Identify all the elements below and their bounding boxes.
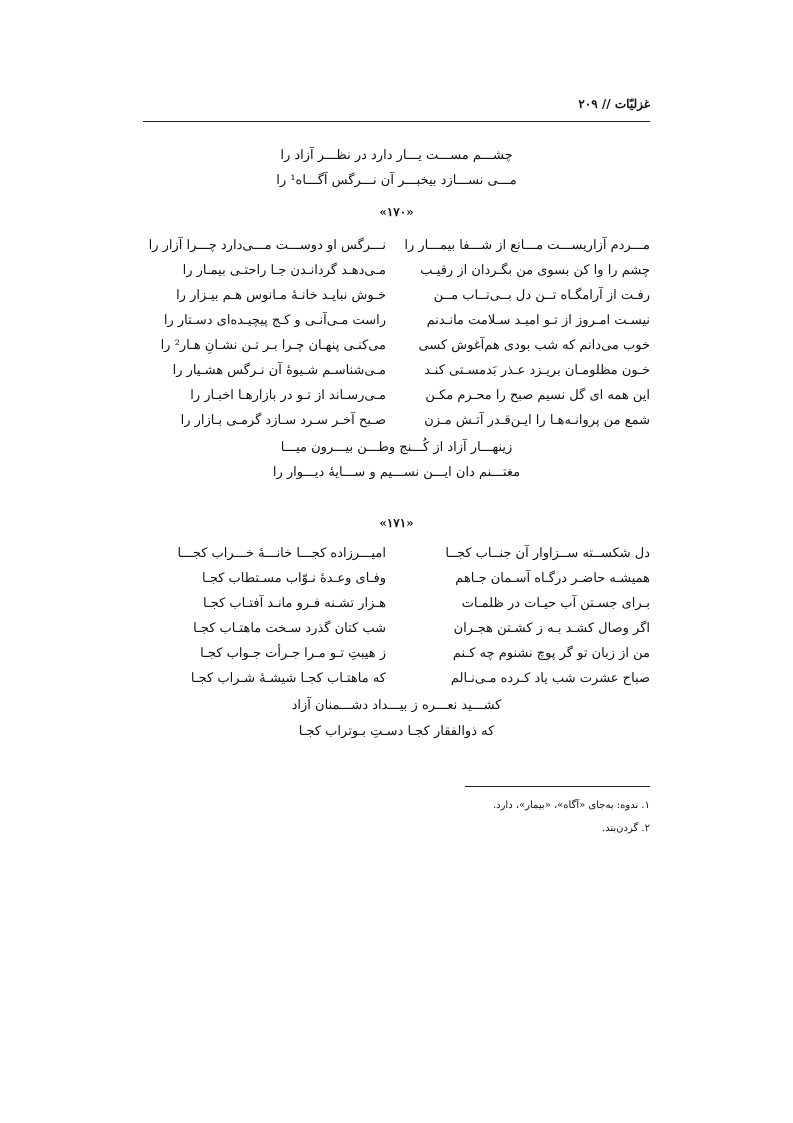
second-hemistich: شب کتان گذرد سـخت ماهتـاب کجـا <box>193 621 386 636</box>
couplet <box>143 413 650 435</box>
first-hemistich: خـون مظلومـان بریـزد عـذر بَدمسـتی کنـد <box>424 363 650 378</box>
closing-line-2: که ذوالفقار کجـا دسـتِ بـوتراب کجـا <box>298 724 495 739</box>
couplet <box>143 288 650 310</box>
second-hemistich: وفـای وعـدهٔ نـوّاب مسـتطاب کجـا <box>202 571 386 586</box>
running-header <box>143 95 650 122</box>
couplet <box>143 546 650 568</box>
first-hemistich: چشم را وا کن بسوی من بگـردان از رقیـب <box>420 263 650 278</box>
first-hemistich: خوب می‌دانم که شب بودی هم‌آغوش کسی <box>418 338 650 353</box>
first-hemistich: رفـت از آرامگـاه تــن دل بــی‌تــاب مــن <box>433 288 650 303</box>
second-hemistich: امیـــرزاده کجـــا خانـــهٔ خـــراب کجـــا <box>177 546 386 561</box>
first-hemistich: شمع من پروانـه‌هـا را ایـن‌قـدر آتـش مـزن <box>424 413 650 428</box>
first-hemistich: صباح عشرت شب یاد کـرده مـی‌نـالم <box>450 671 650 686</box>
couplet <box>143 571 650 593</box>
couplet <box>143 363 650 385</box>
second-hemistich: مـی‌شناسـم شـیوهٔ آن نـرگس هشـیار را <box>172 363 386 378</box>
second-hemistich: صـبح آخـر سـرد سـازد گرمـی بـازار را <box>180 413 386 428</box>
couplet <box>143 596 650 618</box>
couplet <box>143 338 650 360</box>
closing-line-1: کشـــید نعـــره ز بیـــداد دشـــمنان آزاد <box>291 698 502 713</box>
second-hemistich: نـــرگس او دوســـت مـــی‌دارد چـــرا آزار را <box>148 238 386 253</box>
ghazal-170 <box>143 205 650 495</box>
couplet <box>143 671 650 693</box>
couplet <box>143 263 650 285</box>
second-hemistich: می‌کنـی پنهـان چـرا بـر تـن نشـانِ هـار² را <box>160 338 386 353</box>
opening-line-1: چشـــم مســـت یـــار دارد در نظـــر آزاد را <box>280 148 513 163</box>
footnote-1: ۱. ندوه: به‌جای «آگاه»، «بیمار»، دارد. <box>492 800 650 811</box>
second-hemistich: که ماهتـاب کجـا شیشـهٔ شـراب کجـا <box>190 671 386 686</box>
first-hemistich: بـرای جسـتن آب حیـات در ظلمـات <box>461 596 650 611</box>
couplet <box>143 621 650 643</box>
second-hemistich: راست مـی‌آنـی و کـج پیچیـده‌ای دسـتار را <box>163 313 386 328</box>
couplet <box>143 646 650 668</box>
second-hemistich: مـی‌رسـاند از تـو در بازارهـا اخبـار را <box>190 388 386 403</box>
ghazal-171 <box>143 516 650 756</box>
first-hemistich: این همه ای گل نسیم صبح را محـرم مکـن <box>425 388 650 403</box>
first-hemistich: همیشـه حاضـر درگـاه آسـمان جـاهم <box>455 571 650 586</box>
header-title: غزلیّات // ۲۰۹ <box>578 97 650 111</box>
opening-couplet <box>143 148 650 198</box>
first-hemistich: اگر وصال کشـد بـه ز کشـتن هجـران <box>453 621 650 636</box>
second-hemistich: مـی‌دهـد گردانـدن جـا راحتـی بیمـار را <box>182 263 386 278</box>
second-hemistich: خـوش نبایـد خانـهٔ مـانوس هـم بیـزار را <box>176 288 386 303</box>
second-hemistich: هـزار تشـنه فـرو مانـد آفتـاب کجـا <box>202 596 386 611</box>
first-hemistich: نیسـت امـروز از تـو امیـد سـلامت مانـدنم <box>426 313 650 328</box>
first-hemistich: مـــردم آزاریســـت مـــانع از شـــفا بیمـــار را <box>404 238 650 253</box>
couplet <box>143 388 650 410</box>
ghazal-number: «۱۷۱» <box>379 516 414 530</box>
ghazal-number: «۱۷۰» <box>379 205 414 219</box>
opening-line-2: مـــی نســـازد بیخبـــر آن نـــرگس آگـــاه¹ را <box>276 173 517 188</box>
first-hemistich: دل شکســته ســزاوار آن جنــاب کجــا <box>445 546 650 561</box>
footnote-2: ۲. گردن‌بند. <box>601 823 650 834</box>
couplet <box>143 238 650 260</box>
closing-line-2: مغتـــنم دان ایـــن نســـیم و ســـایهٔ دیـــوار را <box>272 465 521 480</box>
footnote-divider <box>465 786 650 787</box>
second-hemistich: ز هیبتِ تـو مـرا جـرأت جـواب کجـا <box>200 646 386 661</box>
closing-line-1: زینهـــار آزاد از کُـــنج وطـــن بیـــرون میـــا <box>280 440 513 455</box>
couplet <box>143 313 650 335</box>
first-hemistich: من از زبان تو گر پوچ نشنوم چه کـنم <box>452 646 650 661</box>
